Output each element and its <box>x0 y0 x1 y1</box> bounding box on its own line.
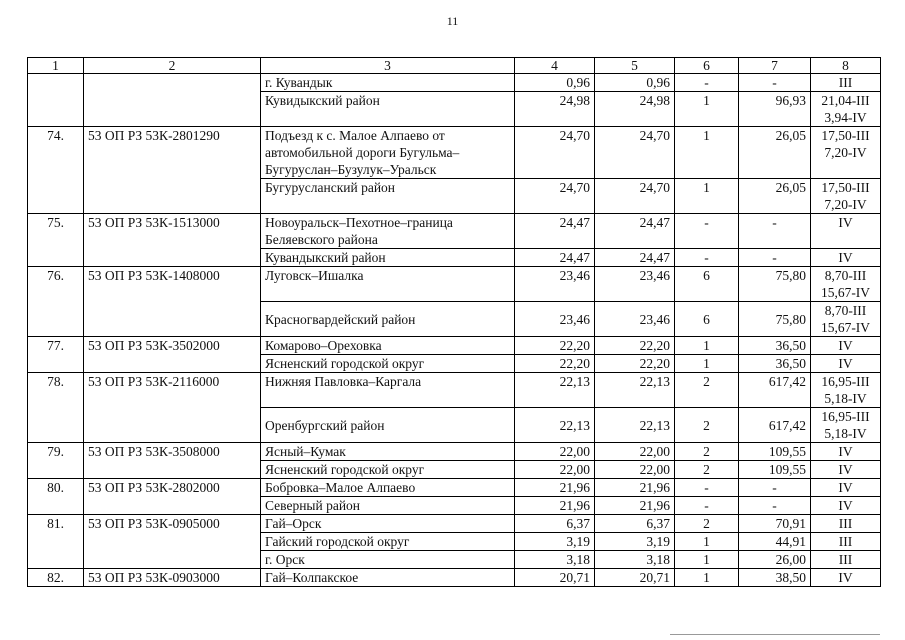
category-cell <box>811 92 881 127</box>
category-line: 21,04-III <box>821 93 870 108</box>
road-register-table <box>27 57 881 587</box>
road-name-cell: Гай–Орск <box>261 515 515 533</box>
road-name-cell: Комарово–Ореховка <box>261 337 515 355</box>
col7-cell: 617,42 <box>739 408 811 443</box>
length-total-cell: 24,98 <box>515 92 595 127</box>
length-paved-cell: 23,46 <box>595 267 675 302</box>
length-total-cell: 22,20 <box>515 355 595 373</box>
col6-cell: 2 <box>675 373 739 408</box>
road-name-cell <box>261 127 515 179</box>
col6-cell: 2 <box>675 461 739 479</box>
table-row <box>28 214 881 249</box>
col7-cell: 36,50 <box>739 355 811 373</box>
category-cell: IV <box>811 249 881 267</box>
category-cell: III <box>811 74 881 92</box>
category-cell: IV <box>811 479 881 497</box>
length-total-cell: 22,00 <box>515 461 595 479</box>
col7-cell: - <box>739 214 811 249</box>
road-id-cell <box>84 74 261 127</box>
row-number-cell: 78. <box>28 373 84 443</box>
header-cell-1: 1 <box>28 58 84 74</box>
col7-cell: 26,05 <box>739 179 811 214</box>
col6-cell: 1 <box>675 179 739 214</box>
road-id-cell: 53 ОП РЗ 53К-0903000 <box>84 569 261 587</box>
length-paved-cell: 20,71 <box>595 569 675 587</box>
length-total-cell: 24,70 <box>515 179 595 214</box>
road-name-cell: Бугурусланский район <box>261 179 515 214</box>
category-cell: III <box>811 533 881 551</box>
row-number-cell <box>28 74 84 127</box>
col7-cell: 109,55 <box>739 461 811 479</box>
road-name-cell: Кувандыкский район <box>261 249 515 267</box>
road-name-line: Бугуруслан–Бузулук–Уральск <box>265 162 437 177</box>
col6-cell: 2 <box>675 515 739 533</box>
length-total-cell: 22,20 <box>515 337 595 355</box>
road-id-cell: 53 ОП РЗ 53К-0905000 <box>84 515 261 569</box>
col6-cell: - <box>675 479 739 497</box>
length-paved-cell: 3,18 <box>595 551 675 569</box>
road-id-cell: 53 ОП РЗ 53К-1408000 <box>84 267 261 337</box>
category-line: 8,70-III <box>824 303 867 318</box>
road-name-cell: Ясненский городской округ <box>261 355 515 373</box>
length-paved-cell: 22,00 <box>595 461 675 479</box>
col6-cell: 1 <box>675 127 739 179</box>
row-number-cell: 77. <box>28 337 84 373</box>
header-cell-6: 6 <box>675 58 739 74</box>
row-number-cell: 74. <box>28 127 84 214</box>
road-name-line: автомобильной дороги Бугульма– <box>265 145 460 160</box>
category-cell: IV <box>811 337 881 355</box>
category-line: 7,20-IV <box>824 197 867 212</box>
category-line: 5,18-IV <box>824 391 867 406</box>
table-row <box>28 515 881 533</box>
col7-cell: 44,91 <box>739 533 811 551</box>
road-name-cell: Северный район <box>261 497 515 515</box>
category-cell <box>811 408 881 443</box>
length-total-cell: 22,13 <box>515 408 595 443</box>
row-number-cell: 76. <box>28 267 84 337</box>
col6-cell: - <box>675 249 739 267</box>
col6-cell: 1 <box>675 355 739 373</box>
row-number-cell: 81. <box>28 515 84 569</box>
col7-cell: 26,00 <box>739 551 811 569</box>
col6-cell: 2 <box>675 408 739 443</box>
category-line: 17,50-III <box>821 180 870 195</box>
table-row <box>28 74 881 92</box>
category-cell: IV <box>811 497 881 515</box>
road-id-cell: 53 ОП РЗ 53К-2802000 <box>84 479 261 515</box>
length-total-cell: 0,96 <box>515 74 595 92</box>
col6-cell: 1 <box>675 337 739 355</box>
length-paved-cell: 3,19 <box>595 533 675 551</box>
length-paved-cell: 24,47 <box>595 214 675 249</box>
col7-cell: 26,05 <box>739 127 811 179</box>
col7-cell: 96,93 <box>739 92 811 127</box>
length-total-cell: 6,37 <box>515 515 595 533</box>
road-id-cell: 53 ОП РЗ 53К-3502000 <box>84 337 261 373</box>
road-id-cell: 53 ОП РЗ 53К-3508000 <box>84 443 261 479</box>
road-name-cell: Луговск–Ишалка <box>261 267 515 302</box>
category-cell: III <box>811 551 881 569</box>
road-name-cell <box>261 214 515 249</box>
table-row <box>28 479 881 497</box>
column-number-row <box>28 58 881 74</box>
row-number-cell: 75. <box>28 214 84 267</box>
length-paved-cell: 21,96 <box>595 497 675 515</box>
col7-cell: 36,50 <box>739 337 811 355</box>
col6-cell: 2 <box>675 443 739 461</box>
length-total-cell: 22,00 <box>515 443 595 461</box>
length-total-cell: 20,71 <box>515 569 595 587</box>
col6-cell: 1 <box>675 569 739 587</box>
length-paved-cell: 24,70 <box>595 179 675 214</box>
col7-cell: 109,55 <box>739 443 811 461</box>
length-total-cell: 23,46 <box>515 267 595 302</box>
table-row <box>28 337 881 355</box>
table-row <box>28 443 881 461</box>
length-total-cell: 24,47 <box>515 249 595 267</box>
category-cell <box>811 179 881 214</box>
road-id-cell: 53 ОП РЗ 53К-2116000 <box>84 373 261 443</box>
length-paved-cell: 24,47 <box>595 249 675 267</box>
header-cell-7: 7 <box>739 58 811 74</box>
category-line: 16,95-III <box>821 409 870 424</box>
header-cell-4: 4 <box>515 58 595 74</box>
length-total-cell: 21,96 <box>515 497 595 515</box>
length-total-cell: 24,47 <box>515 214 595 249</box>
col7-cell: - <box>739 74 811 92</box>
road-name-cell: Ясненский городской округ <box>261 461 515 479</box>
col6-cell: - <box>675 214 739 249</box>
length-paved-cell: 6,37 <box>595 515 675 533</box>
header-cell-3: 3 <box>261 58 515 74</box>
table-row <box>28 127 881 179</box>
category-cell <box>811 267 881 302</box>
col6-cell: 6 <box>675 302 739 337</box>
col6-cell: 6 <box>675 267 739 302</box>
road-name-cell: Кувидыкский район <box>261 92 515 127</box>
row-number-cell: 82. <box>28 569 84 587</box>
length-paved-cell: 22,13 <box>595 408 675 443</box>
col7-cell: 75,80 <box>739 302 811 337</box>
table-row <box>28 373 881 408</box>
road-name-line: Подъезд к с. Малое Алпаево от <box>265 128 445 143</box>
category-line: 15,67-IV <box>820 320 871 335</box>
category-line: 16,95-III <box>821 374 870 389</box>
road-name-cell: Бобровка–Малое Алпаево <box>261 479 515 497</box>
length-paved-cell: 22,20 <box>595 355 675 373</box>
col6-cell: - <box>675 74 739 92</box>
category-line: 5,18-IV <box>824 426 867 441</box>
category-cell <box>811 302 881 337</box>
road-id-cell: 53 ОП РЗ 53К-2801290 <box>84 127 261 214</box>
col7-cell: - <box>739 497 811 515</box>
col6-cell: 1 <box>675 92 739 127</box>
page-number: 11 <box>446 14 459 28</box>
bottom-divider <box>670 634 880 635</box>
length-paved-cell: 22,00 <box>595 443 675 461</box>
category-cell: IV <box>811 443 881 461</box>
length-total-cell: 3,19 <box>515 533 595 551</box>
road-name-cell: Ясный–Кумак <box>261 443 515 461</box>
row-number-cell: 79. <box>28 443 84 479</box>
col7-cell: 38,50 <box>739 569 811 587</box>
length-total-cell: 22,13 <box>515 373 595 408</box>
category-line: 7,20-IV <box>824 145 867 160</box>
length-paved-cell: 24,70 <box>595 127 675 179</box>
col6-cell: - <box>675 497 739 515</box>
road-name-cell: Оренбургский район <box>261 408 515 443</box>
road-name-cell: Гайский городской округ <box>261 533 515 551</box>
category-cell <box>811 127 881 179</box>
road-id-cell: 53 ОП РЗ 53К-1513000 <box>84 214 261 267</box>
length-total-cell: 24,70 <box>515 127 595 179</box>
col7-cell: - <box>739 249 811 267</box>
category-cell: IV <box>811 569 881 587</box>
category-cell: IV <box>811 355 881 373</box>
col6-cell: 1 <box>675 533 739 551</box>
category-line: 15,67-IV <box>820 285 871 300</box>
length-total-cell: 23,46 <box>515 302 595 337</box>
category-cell: IV <box>811 214 881 249</box>
category-cell: IV <box>811 461 881 479</box>
category-line: 3,94-IV <box>824 110 867 125</box>
road-name-cell: Красногвардейский район <box>261 302 515 337</box>
road-name-line: Новоуральск–Пехотное–граница <box>265 215 453 230</box>
header-cell-5: 5 <box>595 58 675 74</box>
length-paved-cell: 24,98 <box>595 92 675 127</box>
road-name-line: Беляевского района <box>265 232 378 247</box>
road-name-cell: г. Орск <box>261 551 515 569</box>
col7-cell: - <box>739 479 811 497</box>
row-number-cell: 80. <box>28 479 84 515</box>
col7-cell: 617,42 <box>739 373 811 408</box>
length-paved-cell: 22,13 <box>595 373 675 408</box>
road-name-cell: г. Кувандык <box>261 74 515 92</box>
table-row <box>28 569 881 587</box>
category-line: 8,70-III <box>824 268 867 283</box>
header-cell-8: 8 <box>811 58 881 74</box>
length-total-cell: 3,18 <box>515 551 595 569</box>
length-paved-cell: 22,20 <box>595 337 675 355</box>
col6-cell: 1 <box>675 551 739 569</box>
col7-cell: 75,80 <box>739 267 811 302</box>
header-cell-2: 2 <box>84 58 261 74</box>
length-paved-cell: 21,96 <box>595 479 675 497</box>
category-cell <box>811 373 881 408</box>
table-row <box>28 267 881 302</box>
road-name-cell: Гай–Колпакское <box>261 569 515 587</box>
length-paved-cell: 23,46 <box>595 302 675 337</box>
length-paved-cell: 0,96 <box>595 74 675 92</box>
col7-cell: 70,91 <box>739 515 811 533</box>
category-line: 17,50-III <box>821 128 870 143</box>
length-total-cell: 21,96 <box>515 479 595 497</box>
road-name-cell: Нижняя Павловка–Каргала <box>261 373 515 408</box>
category-cell: III <box>811 515 881 533</box>
